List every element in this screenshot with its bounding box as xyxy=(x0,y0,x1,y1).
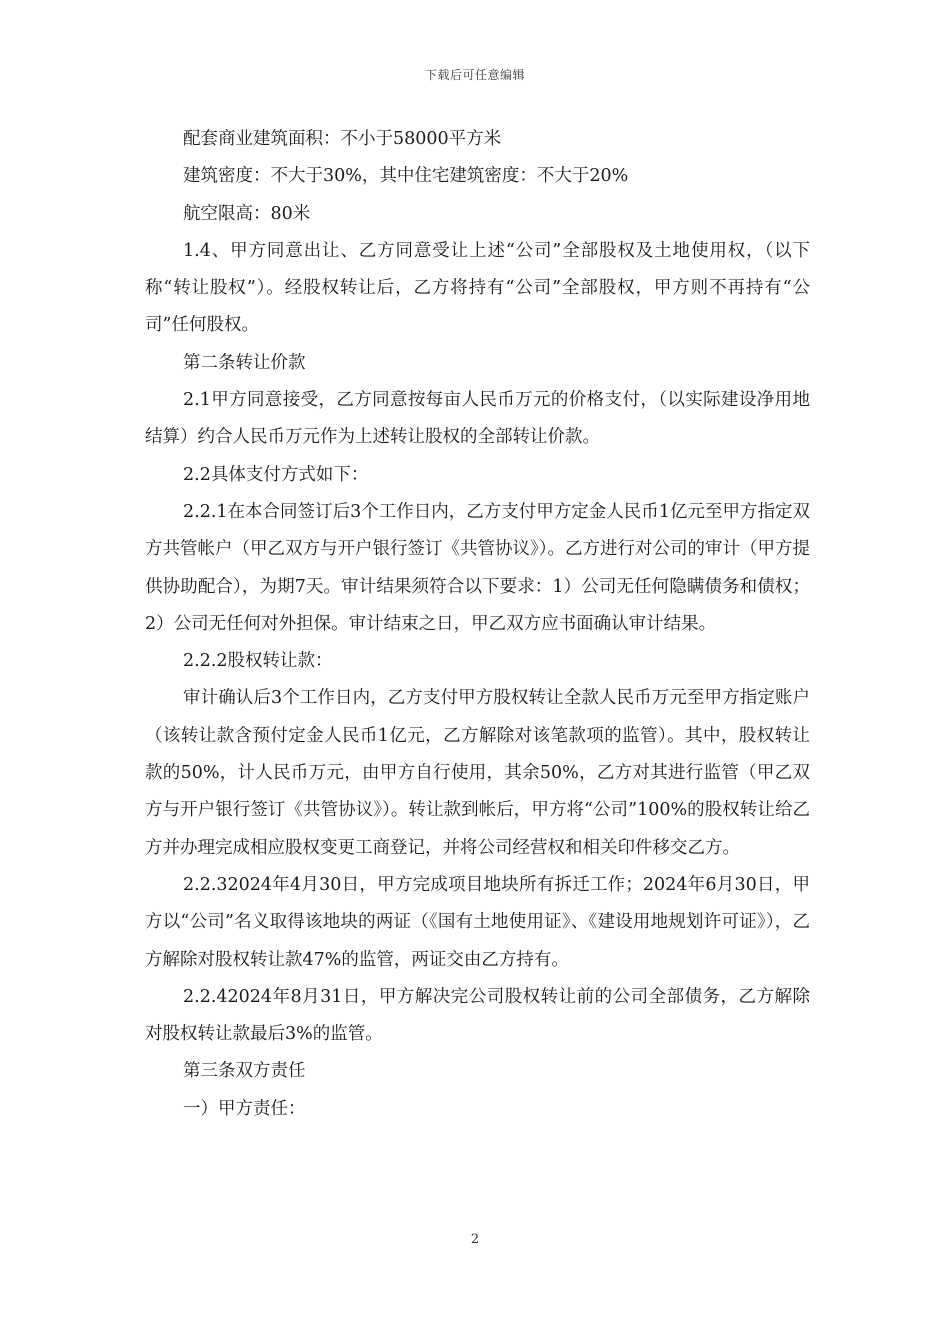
paragraph-height-limit: 航空限高：80米 xyxy=(183,203,311,224)
paragraph-clause-2-2-1: 2.2.1在本合同签订后3个工作日内，乙方支付甲方定金人民币1亿元至甲方指定双方共管帐户（甲乙双方与开户银行签订《共管协议》）。乙方进行对公司的审计（甲方提供协助配合），为期7天。审计结果须符合以下要求：1）公司无任何隐瞒债务和债权；2）公司无任何对外担保。审计结束之日，甲乙双方应书面确认审计结果。 xyxy=(145,501,810,634)
paragraph-clause-2-1: 2.1甲方同意接受，乙方同意按每亩人民币万元的价格支付，（以实际建设净用地结算）约合人民币万元作为上述转让股权的全部转让价款。 xyxy=(145,390,810,448)
paragraph-clause-2-2-2: 2.2.2股权转让款： xyxy=(183,651,333,672)
paragraph-building-density: 建筑密度：不大于30%，其中住宅建筑密度：不大于20% xyxy=(183,166,629,187)
paragraph-clause-2-2: 2.2具体支付方式如下： xyxy=(183,464,369,485)
section-heading-article-2: 第二条转让价款 xyxy=(183,352,306,373)
paragraph-clause-2-2-4: 2.2.42024年8月31日，甲方解决完公司股权转让前的公司全部债务，乙方解除对股权转让款最后3%的监管。 xyxy=(145,986,810,1045)
paragraph-commercial-area: 配套商业建筑面积：不小于58000平方米 xyxy=(183,129,502,149)
paragraph-party-a-duties: 一）甲方责任： xyxy=(183,1098,306,1119)
section-heading-article-3: 第三条双方责任 xyxy=(183,1061,306,1082)
document-body xyxy=(145,121,810,1128)
page-header-note: 下载后可任意编辑 xyxy=(424,68,525,82)
paragraph-clause-2-2-3: 2.2.32024年4月30日，甲方完成项目地块所有拆迁工作；2024年6月30日，甲方以“公司”名义取得该地块的两证（《国有土地使用证》、《建设用地规划许可证》），乙方解除对股权转让款47%的监管，两证交由乙方持有。 xyxy=(145,874,810,970)
page-number: 2 xyxy=(470,1232,480,1247)
paragraph-clause-1-4: 1.4、甲方同意出让、乙方同意受让上述“公司”全部股权及土地使用权，（以下称“转让股权”）。经股权转让后，乙方将持有“公司”全部股权，甲方则不再持有“公司”任何股权。 xyxy=(145,240,810,336)
paragraph-transfer-payment: 审计确认后3个工作日内，乙方支付甲方股权转让全款人民币万元至甲方指定账户（该转让款含预付定金人民币1亿元，乙方解除对该笔款项的监管）。其中，股权转让款的50%，计人民币万元，由甲方自行使用，其余50%，乙方对其进行监管（甲乙双方与开户银行签订《共管协议》）。转让款到帐后，甲方将“公司”100%的股权转让给乙方并办理完成相应股权变更工商登记，并将公司经营权和相关印件移交乙方。 xyxy=(145,688,810,858)
